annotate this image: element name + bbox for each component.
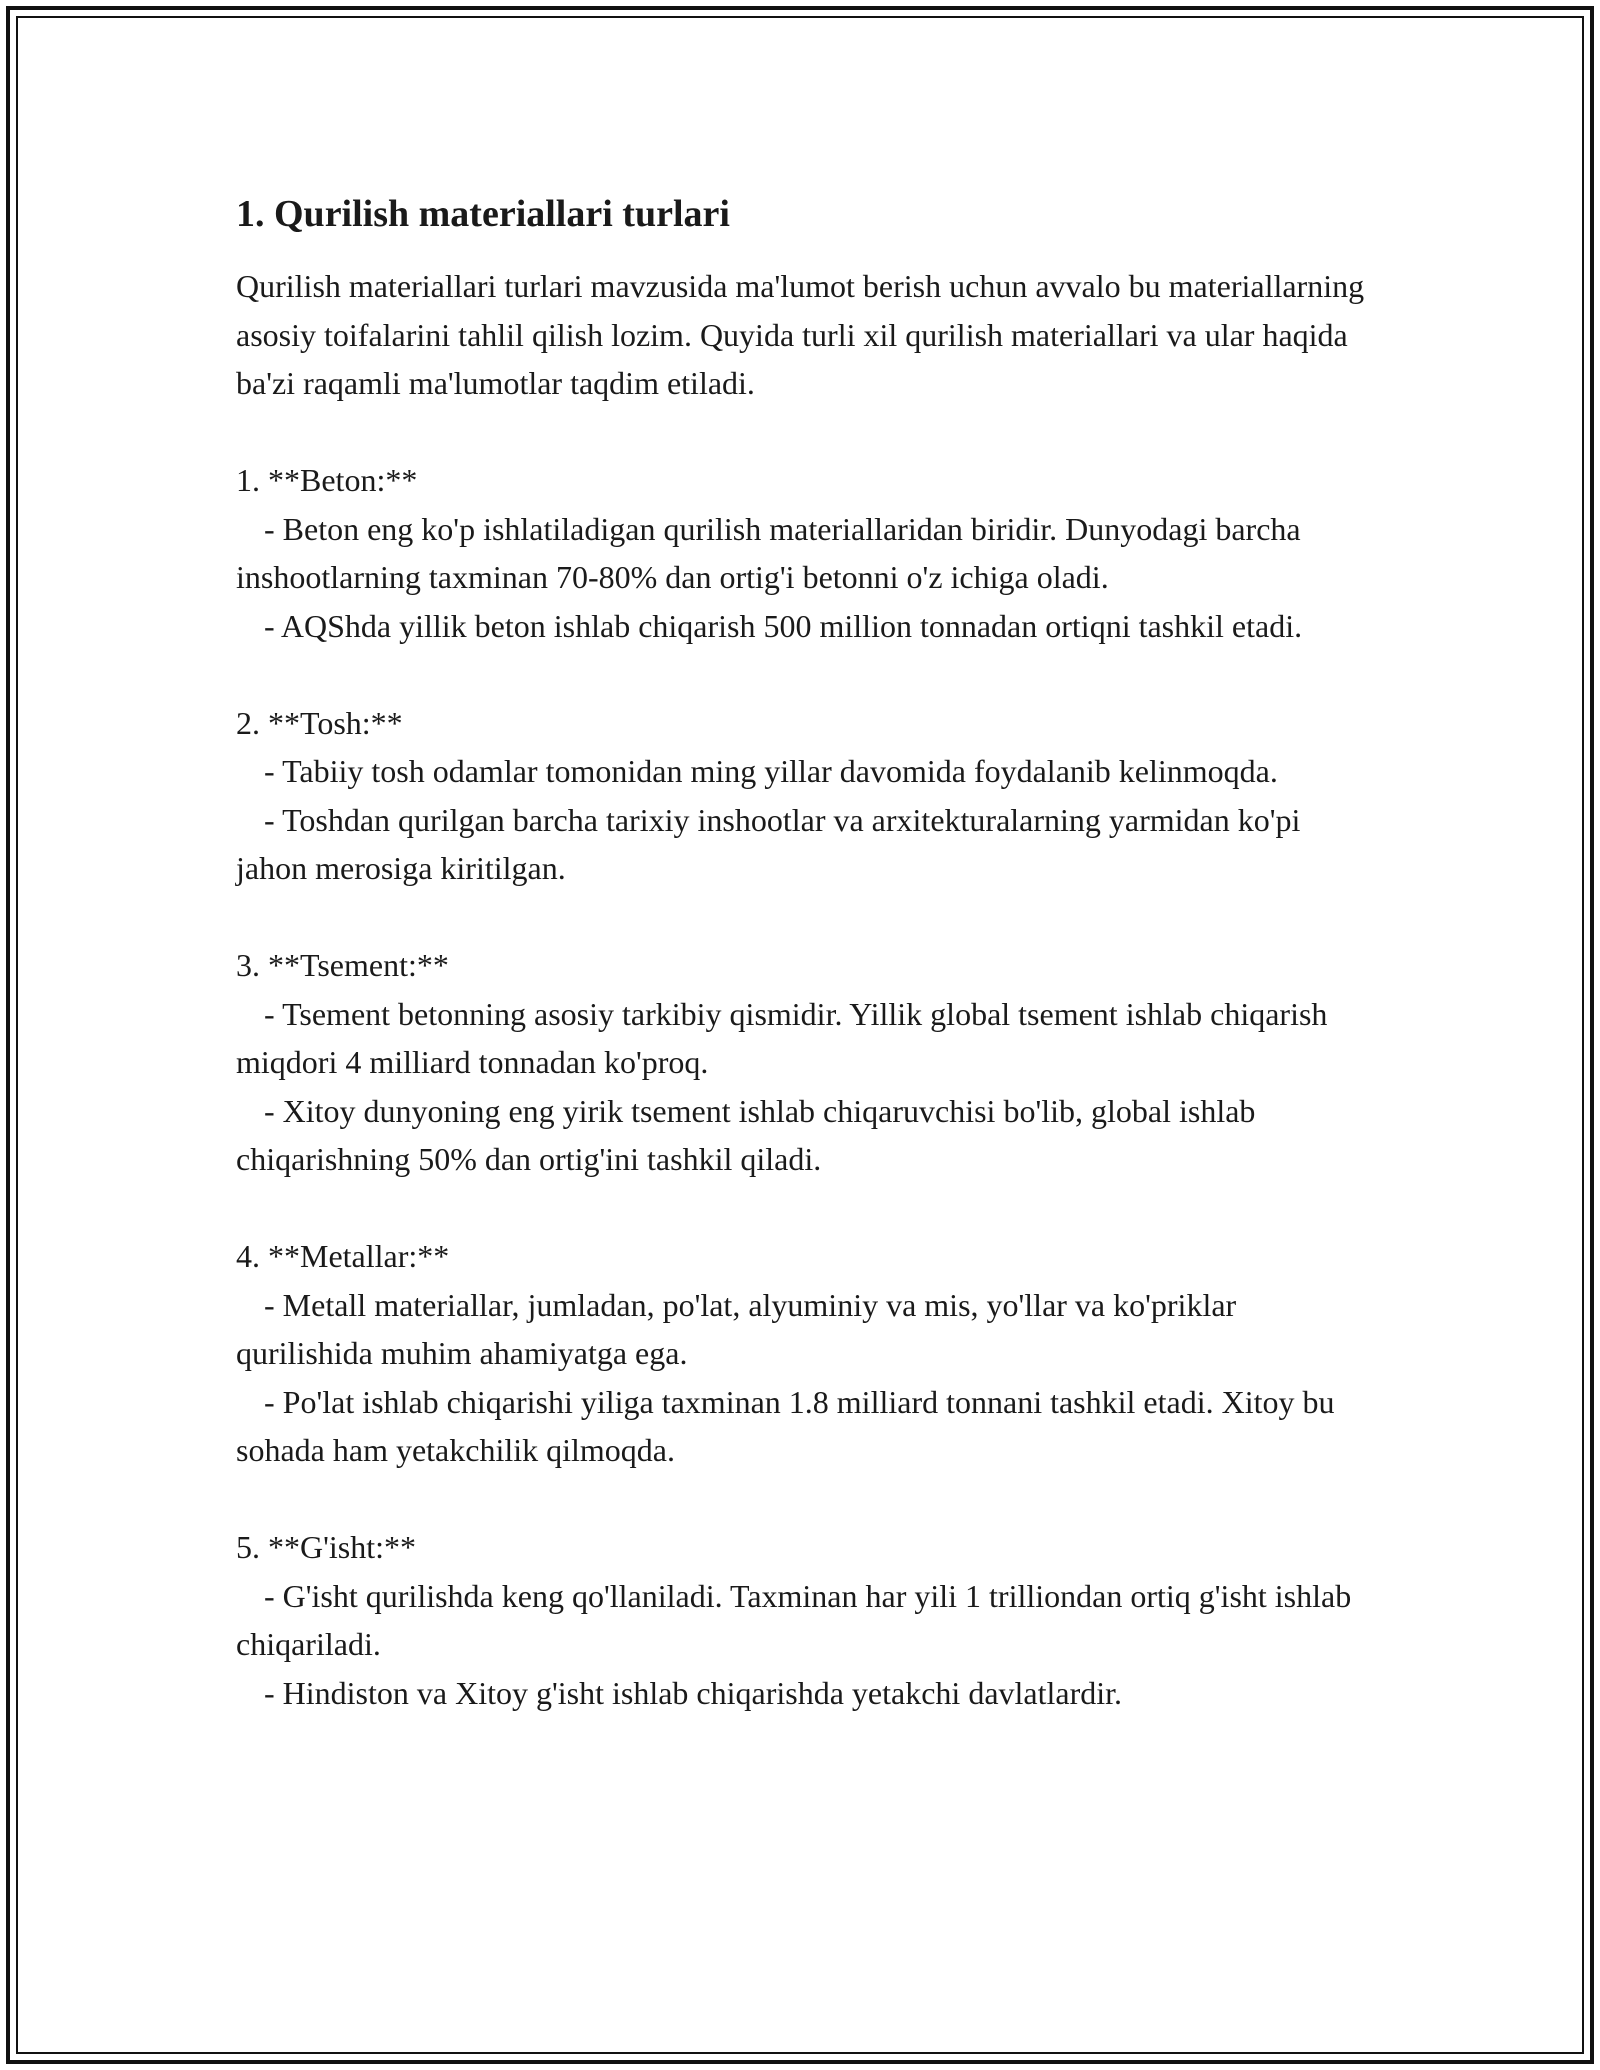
section-point: - Beton eng ko'p ishlatiladigan qurilish materiallaridan biridir. Dunyodagi barcha inshootlarning taxminan 70-80% dan ortig'i betonni o'z ichiga oladi.	[236, 510, 1301, 595]
section-metallar	[236, 1232, 1376, 1475]
section-point: - Xitoy dunyoning eng yirik tsement ishlab chiqaruvchisi bo'lib, global ishlab chiqarishning 50% dan ortig'ini tashkil qiladi.	[236, 1092, 1256, 1177]
section-gisht	[236, 1523, 1376, 1717]
section-heading: 2. **Tosh:**	[236, 704, 403, 741]
section-tosh	[236, 699, 1376, 893]
section-point: - Toshdan qurilgan barcha tarixiy inshootlar va arxitekturalarning yarmidan ko'pi jahon merosiga kiritilgan.	[236, 801, 1301, 886]
section-heading: 1. **Beton:**	[236, 462, 418, 498]
section-point: - G'isht qurilishda keng qo'llaniladi. Taxminan har yili 1 trilliondan ortiq g'isht ishlab chiqariladi.	[236, 1577, 1352, 1662]
intro-paragraph: Qurilish materiallari turlari mavzusida ma'lumot berish uchun avvalo bu materiallarning asosiy toifalarini tahlil qilish lozim. Quyida turli xil qurilish materiallari va ular haqida ba'zi raqamli ma'lumotlar taqdim etiladi.	[236, 268, 1365, 401]
section-point: - Hindiston va Xitoy g'isht ishlab chiqarishda yetakchi davlatlardir.	[264, 1674, 1123, 1711]
section-heading: 4. **Metallar:**	[236, 1238, 450, 1274]
section-beton	[236, 456, 1376, 650]
document-body	[236, 188, 1376, 1717]
section-point: - Tabiiy tosh odamlar tomonidan ming yillar davomida foydalanib kelinmoqda.	[264, 753, 1278, 789]
section-heading: 5. **G'isht:**	[236, 1529, 416, 1565]
section-point: - Po'lat ishlab chiqarishi yiliga taxminan 1.8 milliard tonnani tashkil etadi. Xitoy bu sohada ham yetakchilik qilmoqda.	[236, 1383, 1335, 1468]
section-point: - Metall materiallar, jumladan, po'lat, alyuminiy va mis, yo'llar va ko'priklar qurilishida muhim ahamiyatga ega.	[236, 1286, 1237, 1371]
section-tsement	[236, 941, 1376, 1184]
document-title: 1. Qurilish materiallari turlari	[236, 193, 730, 235]
section-point: - Tsement betonning asosiy tarkibiy qismidir. Yillik global tsement ishlab chiqarish miqdori 4 milliard tonnadan ko'proq.	[236, 995, 1328, 1080]
section-point: - AQShda yillik beton ishlab chiqarish 500 million tonnadan ortiqni tashkil etadi.	[264, 607, 1303, 644]
section-heading: 3. **Tsement:**	[236, 947, 449, 983]
